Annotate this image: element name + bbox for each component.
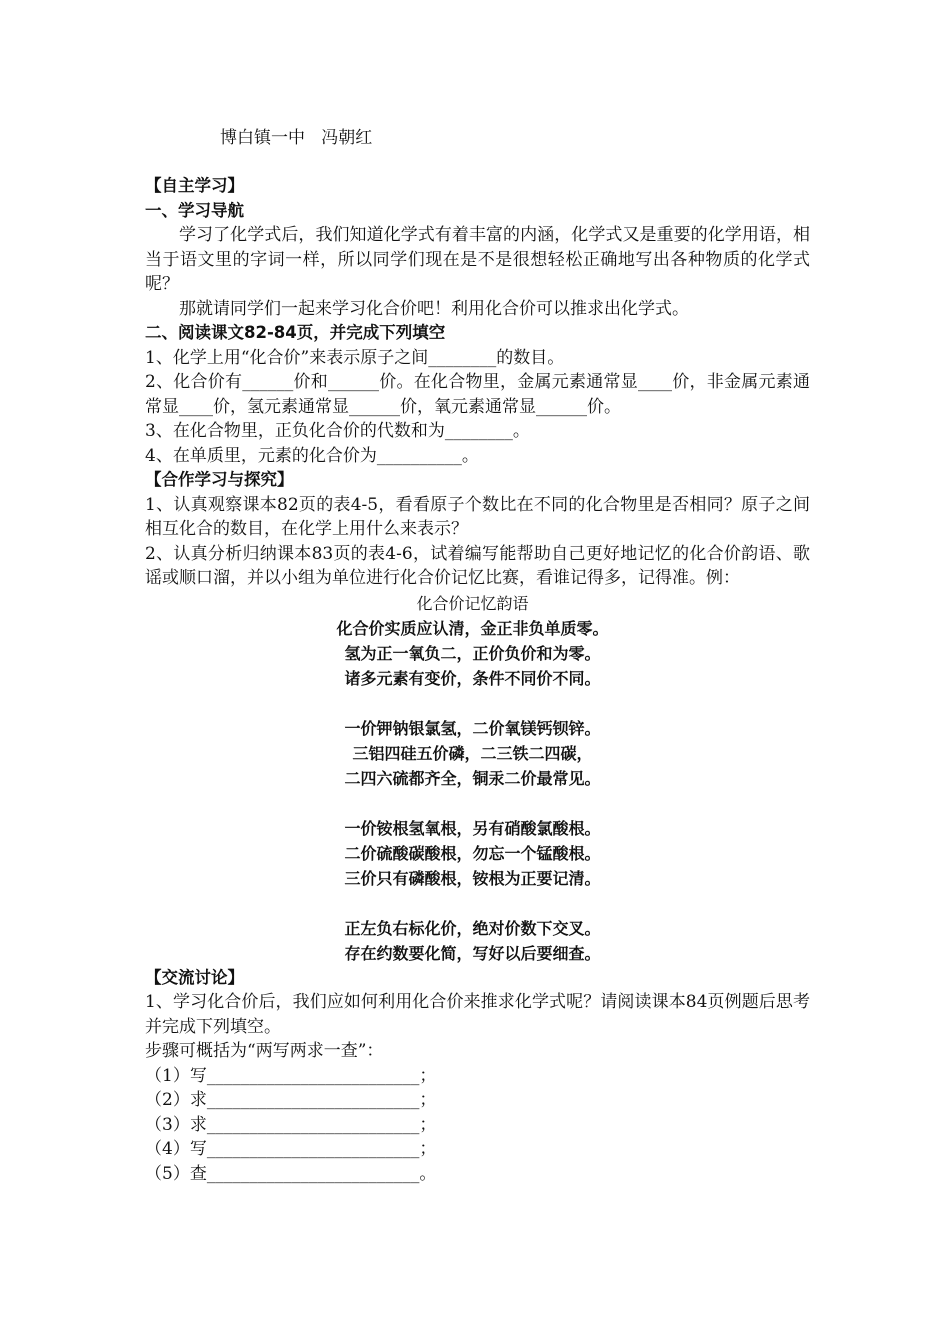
- poem-line: 二价硫酸碳酸根，勿忘一个锰酸根。: [344, 843, 601, 863]
- poem-line: 一价钾钠银氯氢，二价氧镁钙钡锌。: [344, 718, 601, 738]
- poem-line: 化合价实质应认清，金正非负单质零。: [336, 618, 609, 638]
- poem-line: 氢为正一氧负二，正价负价和为零。: [344, 643, 601, 663]
- poem-line: 诸多元素有变价，条件不同价不同。: [344, 668, 601, 688]
- question-4: 4、在单质里，元素的化合价为__________。: [145, 445, 479, 466]
- step-3: （3）求_________________________；: [145, 1114, 437, 1135]
- poem-line: 正左负右标化价，绝对价数下交叉。: [344, 918, 601, 938]
- discussion-heading: 【交流讨论】: [145, 967, 244, 987]
- poem-line: 二四六硫都齐全，铜汞二价最常见。: [344, 768, 601, 788]
- reading-heading: 二、阅读课文82-84页，并完成下列填空: [145, 323, 446, 342]
- poem-line: 存在约数要化简，写好以后要细查。: [344, 943, 601, 963]
- valence-poem: [135, 591, 810, 966]
- document-content: [145, 174, 810, 1186]
- author-line: 博白镇一中 冯朝红: [220, 128, 373, 148]
- cooperative-item-2: 2、认真分析归纳课本83页的表4-6，试着编写能帮助自己更好地记忆的化合价韵语、歌谣或顺口溜，并以小组为单位进行化合价记忆比赛，看谁记得多，记得准。例：: [145, 543, 810, 588]
- poem-line: 三价只有磷酸根，铵根为正要记清。: [344, 868, 601, 888]
- question-1: 1、化学上用“化合价”来表示原子之间________的数目。: [145, 347, 565, 368]
- step-2: （2）求_________________________；: [145, 1090, 437, 1110]
- step-1: （1）写_________________________；: [145, 1065, 437, 1086]
- step-5: （5）查_________________________。: [145, 1163, 437, 1184]
- cooperative-heading: 【合作学习与探究】: [145, 470, 294, 489]
- discussion-item-1: 1、学习化合价后，我们应如何利用化合价来推求化学式呢？请阅读课本84页例题后思考并完成下列填空。: [145, 992, 810, 1037]
- guide-heading: 一、学习导航: [145, 200, 244, 220]
- step-4: （4）写_________________________；: [145, 1139, 437, 1159]
- cooperative-item-1: 1、认真观察课本82页的表4-5，看看原子个数比在不同的化合物里是否相同？原子之间相互化合的数目，在化学上用什么来表示？: [145, 494, 810, 539]
- guide-paragraph-2: 那就请同学们一起来学习化合价吧！利用化合价可以推求出化学式。: [179, 298, 689, 319]
- poem-title: 化合价记忆韵语: [416, 593, 529, 613]
- guide-paragraph-1: 学习了化学式后，我们知道化学式有着丰富的内涵，化学式又是重要的化学用语，相当于语文里的字词一样，所以同学们现在是不是很想轻松正确地写出各种物质的化学式呢？: [145, 225, 810, 294]
- poem-line: 一价铵根氢氧根，另有硝酸氯酸根。: [344, 818, 601, 838]
- poem-line: 三铝四硅五价磷，二三铁二四碳，: [352, 743, 593, 763]
- question-3: 3、在化合物里，正负化合价的代数和为________。: [145, 421, 530, 441]
- discussion-summary: 步骤可概括为“两写两求一查”：: [145, 1041, 384, 1061]
- question-2: 2、化合价有______价和______价。在化合物里，金属元素通常显____价，非金属元素通常显____价，氢元素通常显______价，氧元素通常显______价。: [145, 372, 810, 417]
- self-study-heading: 【自主学习】: [145, 176, 244, 195]
